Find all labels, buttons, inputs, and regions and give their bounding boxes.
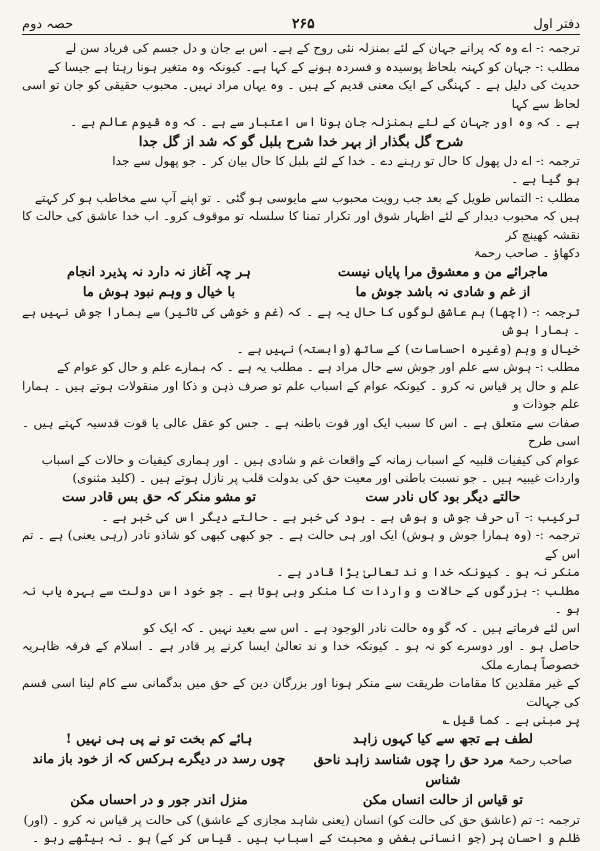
- text-line: مطلب :- التماس طویل کے بعد جب رویت محبوب سے مایوسی ہو گئی ۔ تو اپنے آپ سے مخاطب ہو کر کہتے: [34, 190, 580, 205]
- text-line: ہے ۔ کہ وہ اور جہان کے لئے بمنزلہ جان ہونا اس اعتبار سے ہے ۔ کہ وہ قیوم عالم ہے ۔: [70, 115, 580, 129]
- verse-left: ہائے کم بخت تو نے پی ہی نہیں !: [65, 731, 253, 747]
- verse-left: با خیال و وہم نبود ہوش ما: [82, 284, 236, 300]
- verse-right-text: مرد حق را چوں شناسد زاہد ناحق شناس: [313, 752, 504, 788]
- text-line: مطلب :- بزرگوں کے حالات و واردات کا منکر وہی ہوتا ہے ۔ جو خود اس دولت سے بہرہ یاب نہ ہو ۔: [22, 583, 580, 616]
- verse-right: تو قیاس از حالت انساں مکن: [362, 792, 524, 808]
- text-line: دکھاؤ ۔ صاحب رحمۃ: [473, 246, 580, 260]
- text-line: پر مبنی ہے ۔ کما قیل ؎: [442, 713, 580, 727]
- text-line: ہو گیا ہے ۔: [511, 172, 580, 186]
- text-line: منکر نہ ہو ۔ کیونکہ خدا و ند تعالیٰ بڑا قادر ہے ۔: [276, 565, 580, 579]
- verse-couplet: [22, 488, 580, 508]
- text-line: ہیں کہ محبوب دیدار کے لئے اظہار شوق اور تکرار تمنا کا سلسلہ تو موقوف کرو۔ اب خدا عاشق کی حالت کا نقشہ کھینچ کر: [22, 209, 580, 242]
- text-line: مطلب :- جہان کو کہنہ بلحاظ پوسیدہ و فسردہ ہونے کے کہا ہے۔ کیونکہ وہ متغیر ہونا رہتا ہے جیسا کے: [47, 59, 580, 74]
- verse-couplet: [22, 263, 580, 283]
- verse-attribution: صاحب رحمۃ: [508, 752, 573, 767]
- verse-couplet: [22, 730, 580, 750]
- verse-right: لطف ہے تجھ سے کیا کہوں زاہد: [352, 731, 534, 747]
- text-line: عوام کی کیفیات قلبیہ کے اسباب زمانہ کے واقعات غم و شادی ہیں ۔ اور ہماری کیفیات و حالات کے اسباب: [41, 452, 580, 467]
- text-line: ترجمہ :- تم (عاشق حق کی حالت کو) انسان (یعنی شاہد مجازی کے عاشق) کی حالت پر قیاس نہ کرو ۔ (اور): [23, 812, 580, 827]
- text-line: حاصل ہو ۔ اور دوسرے کو نہ ہو ۔ کیونکہ خدا و ند تعالیٰ ایسا کرنے پر قادر ہے ۔ اسلام کے فرقہ ظاہریہ خصوصاً ہمارے ملک: [22, 639, 580, 672]
- text-line: مطلب :- ہوش سے علم اور جوش سے حال مراد ہے ۔ مطلب یہ ہے ۔ کہ ہمارے علم و حال کو عوام کے: [56, 360, 580, 374]
- verse-right: حالتے دیگر بود کاں نادر ست: [365, 489, 521, 505]
- page-body: [22, 39, 580, 848]
- text-line: علم و حال پر قیاس نہ کرو ۔ کیونکہ عوام کے اسباب علم تو صرف ذہن و ذکا اور منقولات ہوتے ہیں ۔ ہمارا علم جوذات و: [22, 378, 580, 411]
- text-line: ترجمہ :- (اچھا) ہم عاشق لوگوں کا حال یہ ہے ۔ کہ (غم و خوشی کی تاثیر) سے ہمارا جوش نہیں ہے ۔ ہمارا ہوش: [22, 304, 580, 337]
- header-book-title: دفتر اول: [533, 17, 580, 32]
- text-line: ترجمہ :- (وہ ہمارا جوش و ہوش) ایک اور ہی حالت ہے ۔ جو کبھی کبھی کو شاذو نادر (رہی یعنی) ہے ۔ تم اس کے: [22, 528, 580, 561]
- verse-left: چوں رسد در دیگرے ہرکس کہ از خود باز ماند: [32, 751, 286, 767]
- verse-left: تو مشو منکر کہ حق بس قادر ست: [62, 489, 257, 505]
- text-line: واردات غیبیہ ہیں ۔ جو نسبت باطنی اور معیت حق کی بدولت قلب پر نازل ہوتے ہیں ۔ (کلید مثنوی): [72, 471, 580, 485]
- text-line: ترجمہ :- اے وہ کہ پرانے جہان کے لئے بمنزلہ نئی روح کے ہے۔ اس بے جان و دل جسم کی فریاد سن لے: [65, 41, 580, 55]
- text-line: ظلم و احسان پر (جو انسانی بغض و محبت کے اسباب ہیں ۔ قیاس کر کے) ہو ۔ نہ بیٹھے رہو ۔: [32, 831, 580, 845]
- verse-right: از غم و شادی نہ باشد جوش ما: [355, 284, 531, 300]
- verse-left: منزل اندر جور و در احساں مکن: [70, 792, 248, 808]
- text-line: اس لئے فرماتے ہیں ۔ کہ گو وہ حالت نادر الوجود ہے ۔ اس سے بعید نہیں ۔ کہ ایک کو: [143, 620, 580, 635]
- verse-right: [312, 750, 574, 791]
- text-line: ترجمہ :- اے دل پھول کا حال تو رہنے دے ۔ خدا کے لئے بلبل کا حال بیان کر ۔ جو پھول سے جدا: [112, 153, 580, 168]
- text-line: صفات سے متعلق ہے ۔ اس کا سبب ایک اور قوت باطنہ ہے ۔ جس کو عقل عالی یا قوت قدسیہ کہتے ہیں ۔ اسی طرح: [22, 415, 580, 448]
- header-section-title: حصہ دوم: [22, 17, 74, 32]
- text-line: کے غیر مقلدین کا مقامات طریقت سے منکر ہونا اور بزرگان دین کے حق میں بدگمانی سے کام لینا اسی قسم کی جہالت: [22, 676, 580, 709]
- verse-heading: شرح گل بگذار از بہر خدا شرح بلبل گو کہ شد از گل جدا: [138, 133, 464, 150]
- text-line: حدیث کی دلیل ہے ۔ کہنگی کے ایک معنی قدیم کے ہیں ۔ وہ یہاں مراد نہیں۔ محبوب حقیقی کو جان تو اسی لحاظ سے کہا: [22, 78, 580, 111]
- page-number: ۲۶۵: [292, 16, 315, 32]
- header-rule: [22, 34, 580, 35]
- verse-right: ماجرائے من و معشوق مرا پایاں نیست: [337, 264, 549, 280]
- verse-couplet: [22, 750, 580, 791]
- page-header: [22, 6, 580, 32]
- verse-couplet: [22, 283, 580, 303]
- verse-left: ہر چہ آغاز نہ دارد نہ پذیرد انجام: [67, 264, 252, 280]
- text-line: ترکیب :- آں حرف جوش و ہوش ہے ۔ بود کی خبر ہے ۔ حالتے دیگر اس کی خبر ہے ۔: [101, 509, 580, 524]
- text-line: خیال و وہم (وغیرہ احساسات) کے ساتھ (وابستہ) نہیں ہے ۔: [236, 341, 580, 356]
- verse-couplet: [22, 791, 580, 811]
